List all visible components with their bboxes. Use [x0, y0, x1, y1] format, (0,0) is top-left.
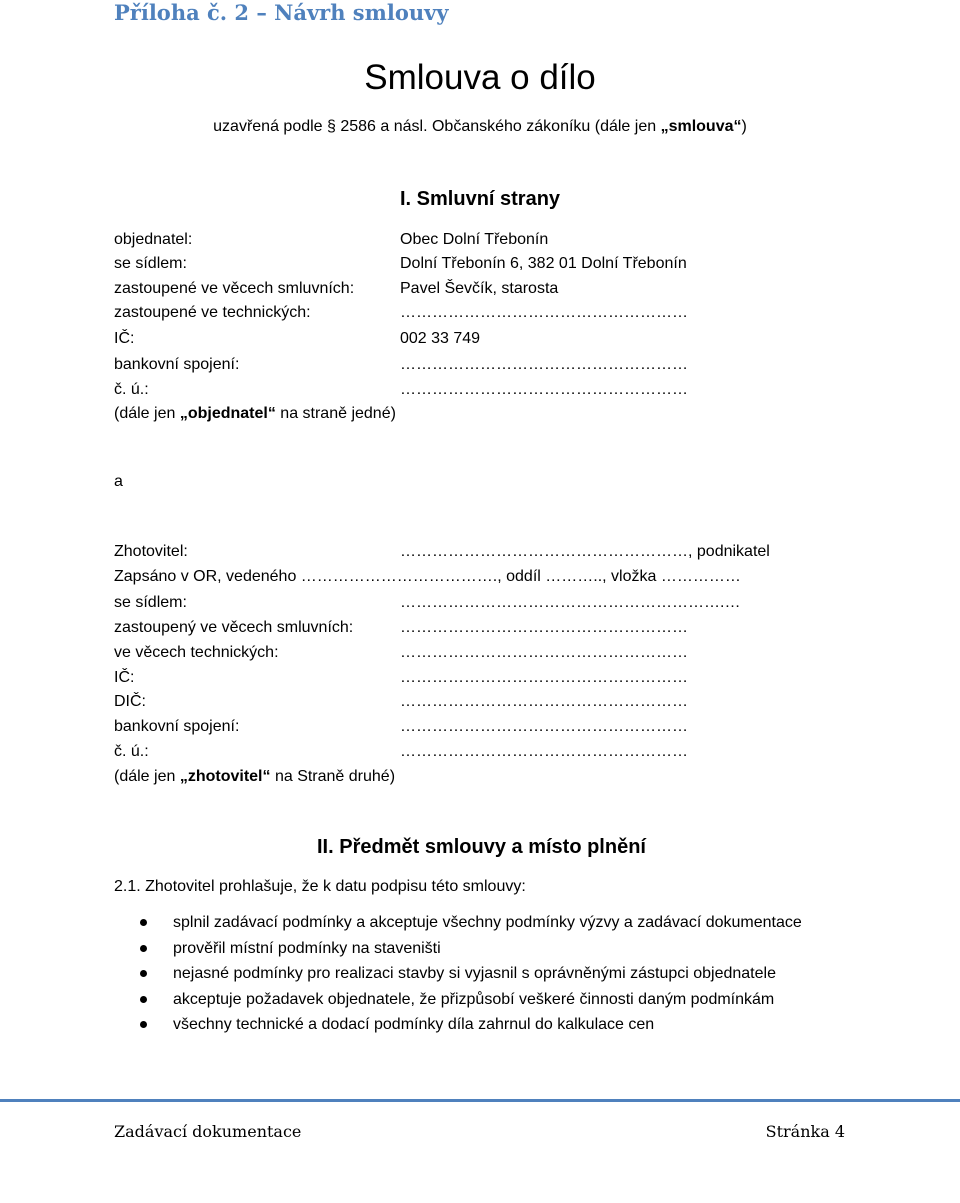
list-item: [140, 910, 802, 936]
client-note-term: „objednatel“: [179, 405, 276, 422]
contractor-ico-value: ………………………………………………: [400, 669, 688, 686]
bullet-icon: [140, 996, 147, 1003]
list-item: [140, 1012, 802, 1038]
contractor-ico-label: IČ:: [114, 669, 135, 686]
client-contract-rep-value: Pavel Ševčík, starosta: [400, 280, 559, 297]
subtitle-text: uzavřená podle § 2586 a násl. Občanského zákoníku (dále jen: [213, 118, 661, 135]
client-note-start: (dále jen: [114, 405, 180, 422]
list-item: [140, 961, 802, 987]
client-contract-rep-label: zastoupené ve věcech smluvních:: [114, 280, 355, 297]
contractor-dic-value: ………………………………………………: [400, 693, 688, 710]
clause-2-1: 2.1. Zhotovitel prohlašuje, že k datu podpisu této smlouvy:: [114, 878, 526, 895]
footer-page-number: Stránka 4: [765, 1122, 845, 1141]
list-item-text: nejasné podmínky pro realizaci stavby si vyjasnil s oprávněnými zástupci objednatele: [173, 965, 776, 983]
list-item-text: akceptuje požadavek objednatele, že přizpůsobí veškeré činnosti daným podmínkám: [173, 990, 775, 1008]
subtitle-end: ): [741, 118, 747, 135]
client-note-end: na straně jedné): [275, 405, 396, 422]
bullet-icon: [140, 945, 147, 952]
contractor-note-term: „zhotovitel“: [179, 768, 271, 785]
subtitle-bold-term: „smlouva“: [660, 118, 742, 135]
client-bank-label: bankovní spojení:: [114, 356, 240, 373]
section-heading-parties: I. Smluvní strany: [400, 188, 561, 210]
contractor-note-start: (dále jen: [114, 768, 180, 785]
bullet-icon: [140, 1021, 147, 1028]
contractor-technical-rep-label: ve věcech technických:: [114, 644, 279, 661]
contractor-note-end: na Straně druhé): [270, 768, 396, 785]
contractor-bank-label: bankovní spojení:: [114, 718, 240, 735]
bullet-icon: [140, 919, 147, 926]
client-technical-rep-value: ………………………………………………: [400, 304, 688, 321]
client-seat-value: Dolní Třebonín 6, 382 01 Dolní Třebonín: [400, 255, 687, 272]
list-item: [140, 936, 802, 962]
contractor-account-label: č. ú.:: [114, 743, 149, 760]
contractor-technical-rep-value: ………………………………………………: [400, 644, 688, 661]
contractor-register: Zapsáno v OR, vedeného ………………………………., oddíl ……….., vložka ……………: [114, 568, 741, 585]
list-item: [140, 987, 802, 1013]
bullet-icon: [140, 970, 147, 977]
client-value: Obec Dolní Třebonín: [400, 231, 549, 248]
client-bank-value: ………………………………………………: [400, 356, 688, 373]
document-subtitle: [0, 118, 960, 136]
conjunction-and: a: [114, 473, 123, 490]
client-account-value: ………………………………………………: [400, 381, 688, 398]
contractor-account-value: ………………………………………………: [400, 743, 688, 760]
document-title: Smlouva o dílo: [364, 58, 596, 97]
contractor-note: [114, 765, 395, 789]
contractor-value: ………………………………………………, podnikatel: [400, 543, 770, 560]
list-item-text: všechny technické a dodací podmínky díla zahrnul do kalkulace cen: [173, 1016, 655, 1034]
section-heading-subject: II. Předmět smlouvy a místo plnění: [317, 836, 646, 858]
contractor-bank-value: ………………………………………………: [400, 718, 688, 735]
contractor-contract-rep-label: zastoupený ve věcech smluvních:: [114, 619, 354, 636]
client-label: objednatel:: [114, 231, 193, 248]
client-technical-rep-label: zastoupené ve technických:: [114, 304, 311, 321]
footer-document-name: Zadávací dokumentace: [114, 1122, 302, 1141]
list-item-text: prověřil místní podmínky na staveništi: [173, 939, 441, 957]
declaration-list: [140, 910, 802, 1038]
client-ico-value: 002 33 749: [400, 330, 481, 347]
client-seat-label: se sídlem:: [114, 255, 187, 272]
client-note: [114, 402, 396, 426]
contractor-seat-value: …………………………………………………….…: [400, 594, 741, 611]
contractor-dic-label: DIČ:: [114, 693, 146, 710]
appendix-heading: Příloha č. 2 – Návrh smlouvy: [114, 0, 449, 25]
client-account-label: č. ú.:: [114, 381, 149, 398]
contractor-seat-label: se sídlem:: [114, 594, 187, 611]
list-item-text: splnil zadávací podmínky a akceptuje všechny podmínky výzvy a zadávací dokumentace: [173, 914, 802, 931]
contractor-contract-rep-value: ………………………………………………: [400, 619, 688, 636]
client-ico-label: IČ:: [114, 330, 135, 347]
footer-divider: [0, 1099, 960, 1102]
contractor-label: Zhotovitel:: [114, 543, 188, 560]
